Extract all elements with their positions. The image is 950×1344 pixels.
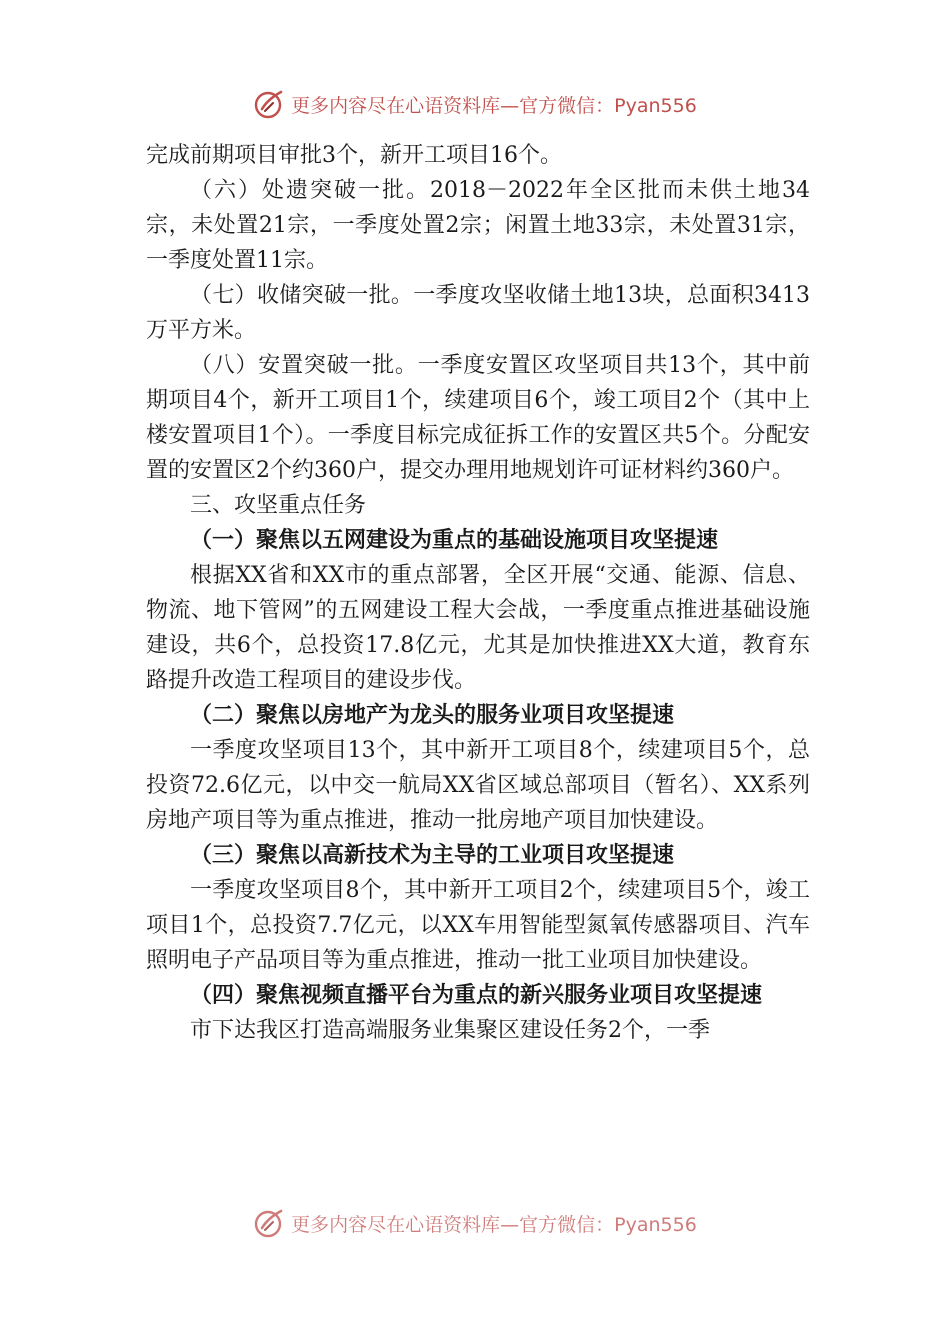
subheading-2: （二）聚焦以房地产为龙头的服务业项目攻坚提速: [190, 702, 675, 728]
pen-logo-icon: [253, 87, 287, 121]
watermark-footer: [0, 1201, 950, 1245]
paragraph-item-8: （八）安置突破一批。一季度安置区攻坚项目共13个，其中前期项目4个，新开工项目1个，续建项目6个，竣工项目2个（其中上楼安置项目1个）。一季度目标完成征拆工作的安置区共5个。分配安置的安置区2个约360户，提交办理用地规划许可证材料约360户。: [146, 353, 810, 483]
document-body: [146, 138, 810, 1048]
subheading-1: （一）聚焦以五网建设为重点的基础设施项目攻坚提速: [190, 527, 719, 553]
watermark-text: 更多内容尽在心语资料库—官方微信：Pyan556: [291, 1213, 697, 1236]
paragraph-subsection-2: 一季度攻坚项目13个，其中新开工项目8个，续建项目5个，总投资72.6亿元，以中交一航局XX省区域总部项目（暂名）、XX系列房地产项目等为重点推进，推动一批房地产项目加快建设。: [146, 738, 810, 833]
watermark-text: 更多内容尽在心语资料库—官方微信：Pyan556: [291, 94, 697, 117]
paragraph-item-6: （六）处遗突破一批。2018－2022年全区批而未供土地34宗，未处置21宗，一季度处置2宗；闲置土地33宗，未处置31宗，一季度处置11宗。: [146, 178, 810, 273]
watermark-header: [0, 82, 950, 126]
paragraph-continuation: 完成前期项目审批3个，新开工项目16个。: [146, 143, 562, 168]
subheading-3: （三）聚焦以高新技术为主导的工业项目攻坚提速: [190, 842, 675, 868]
paragraph-subsection-4: 市下达我区打造高端服务业集聚区建设任务2个，一季: [190, 1018, 710, 1043]
pen-logo-icon: [253, 1206, 287, 1240]
section-heading-3: 三、攻坚重点任务: [190, 493, 367, 518]
paragraph-subsection-1: 根据XX省和XX市的重点部署，全区开展“交通、能源、信息、物流、地下管网”的五网建设工程大会战，一季度重点推进基础设施建设，共6个，总投资17.8亿元，尤其是加快推进XX大道，教育东路提升改造工程项目的建设步伐。: [146, 563, 810, 693]
paragraph-subsection-3: 一季度攻坚项目8个，其中新开工项目2个，续建项目5个，竣工项目1个，总投资7.7亿元，以XX车用智能型氮氧传感器项目、汽车照明电子产品项目等为重点推进，推动一批工业项目加快建设。: [146, 878, 810, 973]
subheading-4: （四）聚焦视频直播平台为重点的新兴服务业项目攻坚提速: [190, 982, 763, 1008]
paragraph-item-7: （七）收储突破一批。一季度攻坚收储土地13块，总面积3413万平方米。: [146, 283, 810, 343]
